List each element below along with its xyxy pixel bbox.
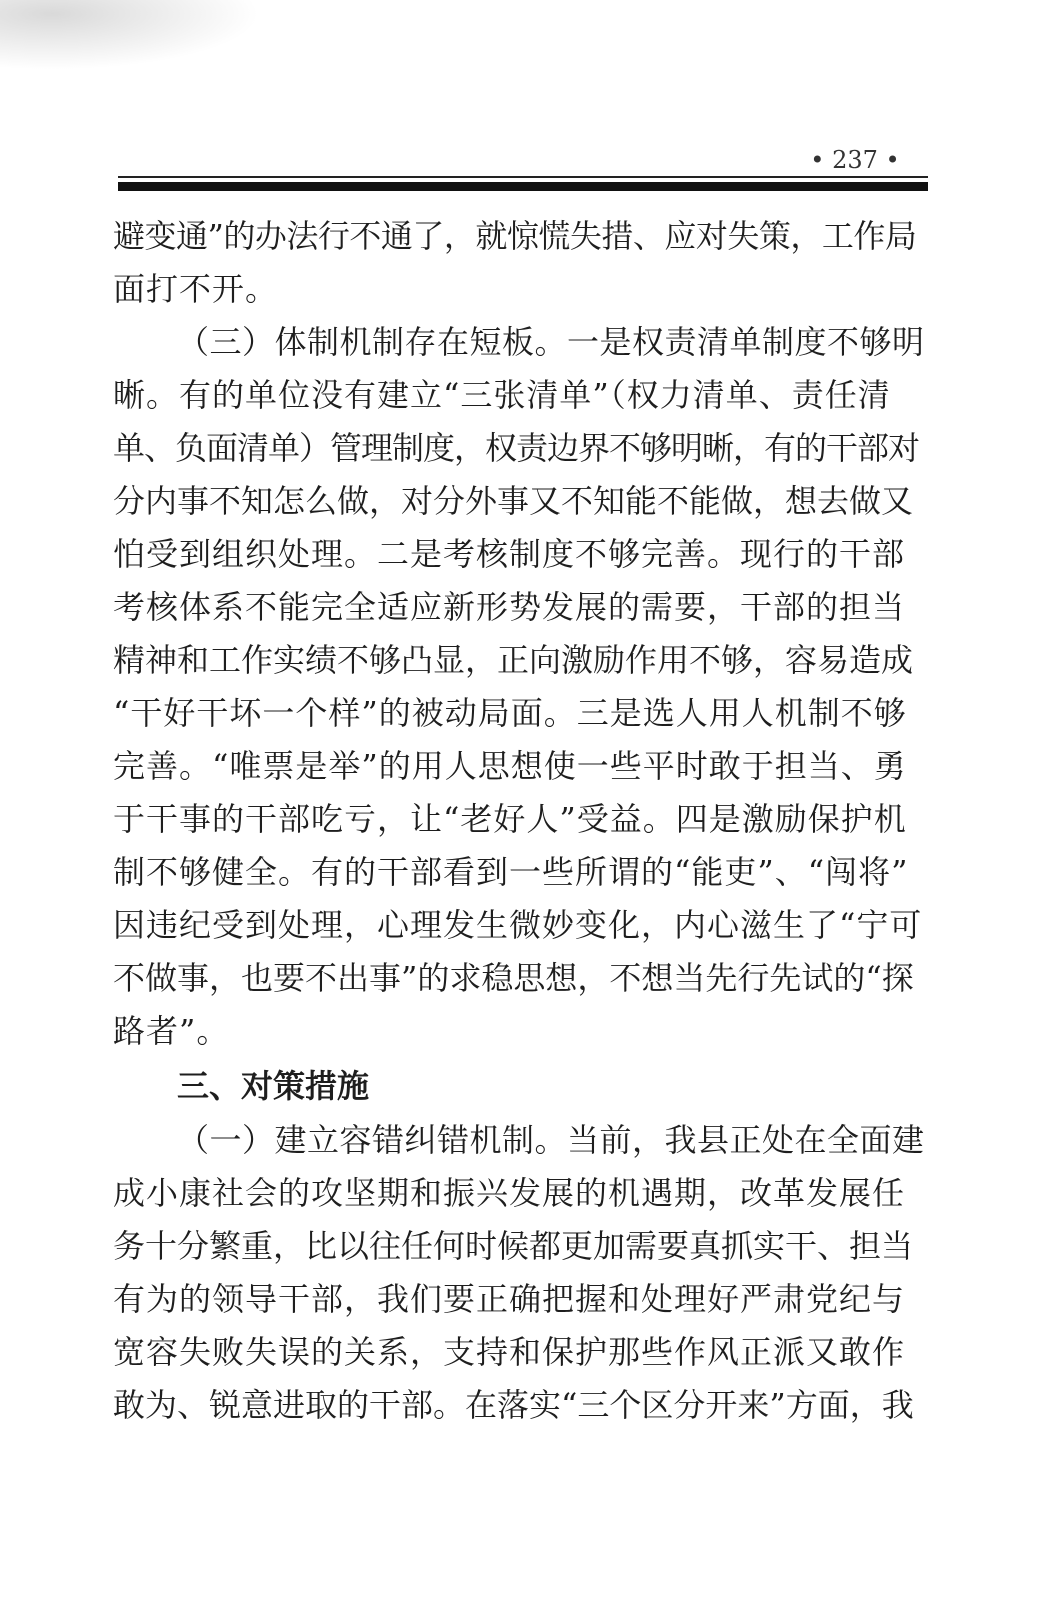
text-line: 分内事不知怎么做，对分外事又不知能不能做，想去做又	[113, 482, 914, 520]
text-line: 有为的领导干部，我们要正确把握和处理好严肃党纪与	[113, 1280, 906, 1318]
text-line: 精神和工作实绩不够凸显，正向激励作用不够，容易造成	[113, 641, 914, 679]
text-line: 完善。“唯票是举”的用人思想使一些平时敢于担当、勇	[113, 747, 907, 785]
body-text	[113, 210, 925, 1432]
text-line: 制不够健全。有的干部看到一些所谓的“能吏”、“闯将”	[113, 853, 909, 891]
text-line: 考核体系不能完全适应新形势发展的需要，干部的担当	[113, 588, 906, 626]
text-line: 因违纪受到处理，心理发生微妙变化，内心滋生了“宁可	[113, 906, 923, 944]
text-line: 不做事，也要不出事”的求稳思想，不想当先行先试的“探	[113, 959, 914, 997]
scan-shadow	[0, 0, 260, 70]
paragraph-start-line: （三）体制机制存在短板。一是权责清单制度不够明	[177, 323, 925, 361]
text-line: 面打不开。	[113, 270, 279, 308]
paragraph-start-line: （一）建立容错纠错机制。当前，我县正处在全面建	[177, 1121, 925, 1159]
text-line: 路者”。	[113, 1012, 230, 1050]
text-line: 晰。有的单位没有建立“三张清单”（权力清单、责任清	[113, 376, 891, 414]
text-line: 于干事的干部吃亏，让“老好人”受益。四是激励保护机	[113, 800, 907, 838]
text-line: 成小康社会的攻坚期和振兴发展的机遇期，改革发展任	[113, 1174, 906, 1212]
text-line: 宽容失败失误的关系，支持和保护那些作风正派又敢作	[113, 1333, 906, 1371]
page-number: • 237 •	[810, 146, 900, 174]
header-rule-thick	[118, 182, 928, 191]
text-line: 单、负面清单）管理制度，权责边界不够明晰，有的干部对	[113, 429, 920, 467]
section-heading: 三、对策措施	[177, 1067, 370, 1105]
text-line: 避变通”的办法行不通了，就惊慌失措、应对失策，工作局	[113, 217, 917, 255]
text-line: 务十分繁重，比以往任何时候都更加需要真抓实干、担当	[113, 1227, 914, 1265]
text-line: “干好干坏一个样”的被动局面。三是选人用人机制不够	[113, 694, 907, 732]
text-line: 敢为、锐意进取的干部。在落实“三个区分开来”方面，我	[113, 1386, 914, 1424]
text-line: 怕受到组织处理。二是考核制度不够完善。现行的干部	[113, 535, 906, 573]
header-rule-thin	[118, 176, 928, 178]
